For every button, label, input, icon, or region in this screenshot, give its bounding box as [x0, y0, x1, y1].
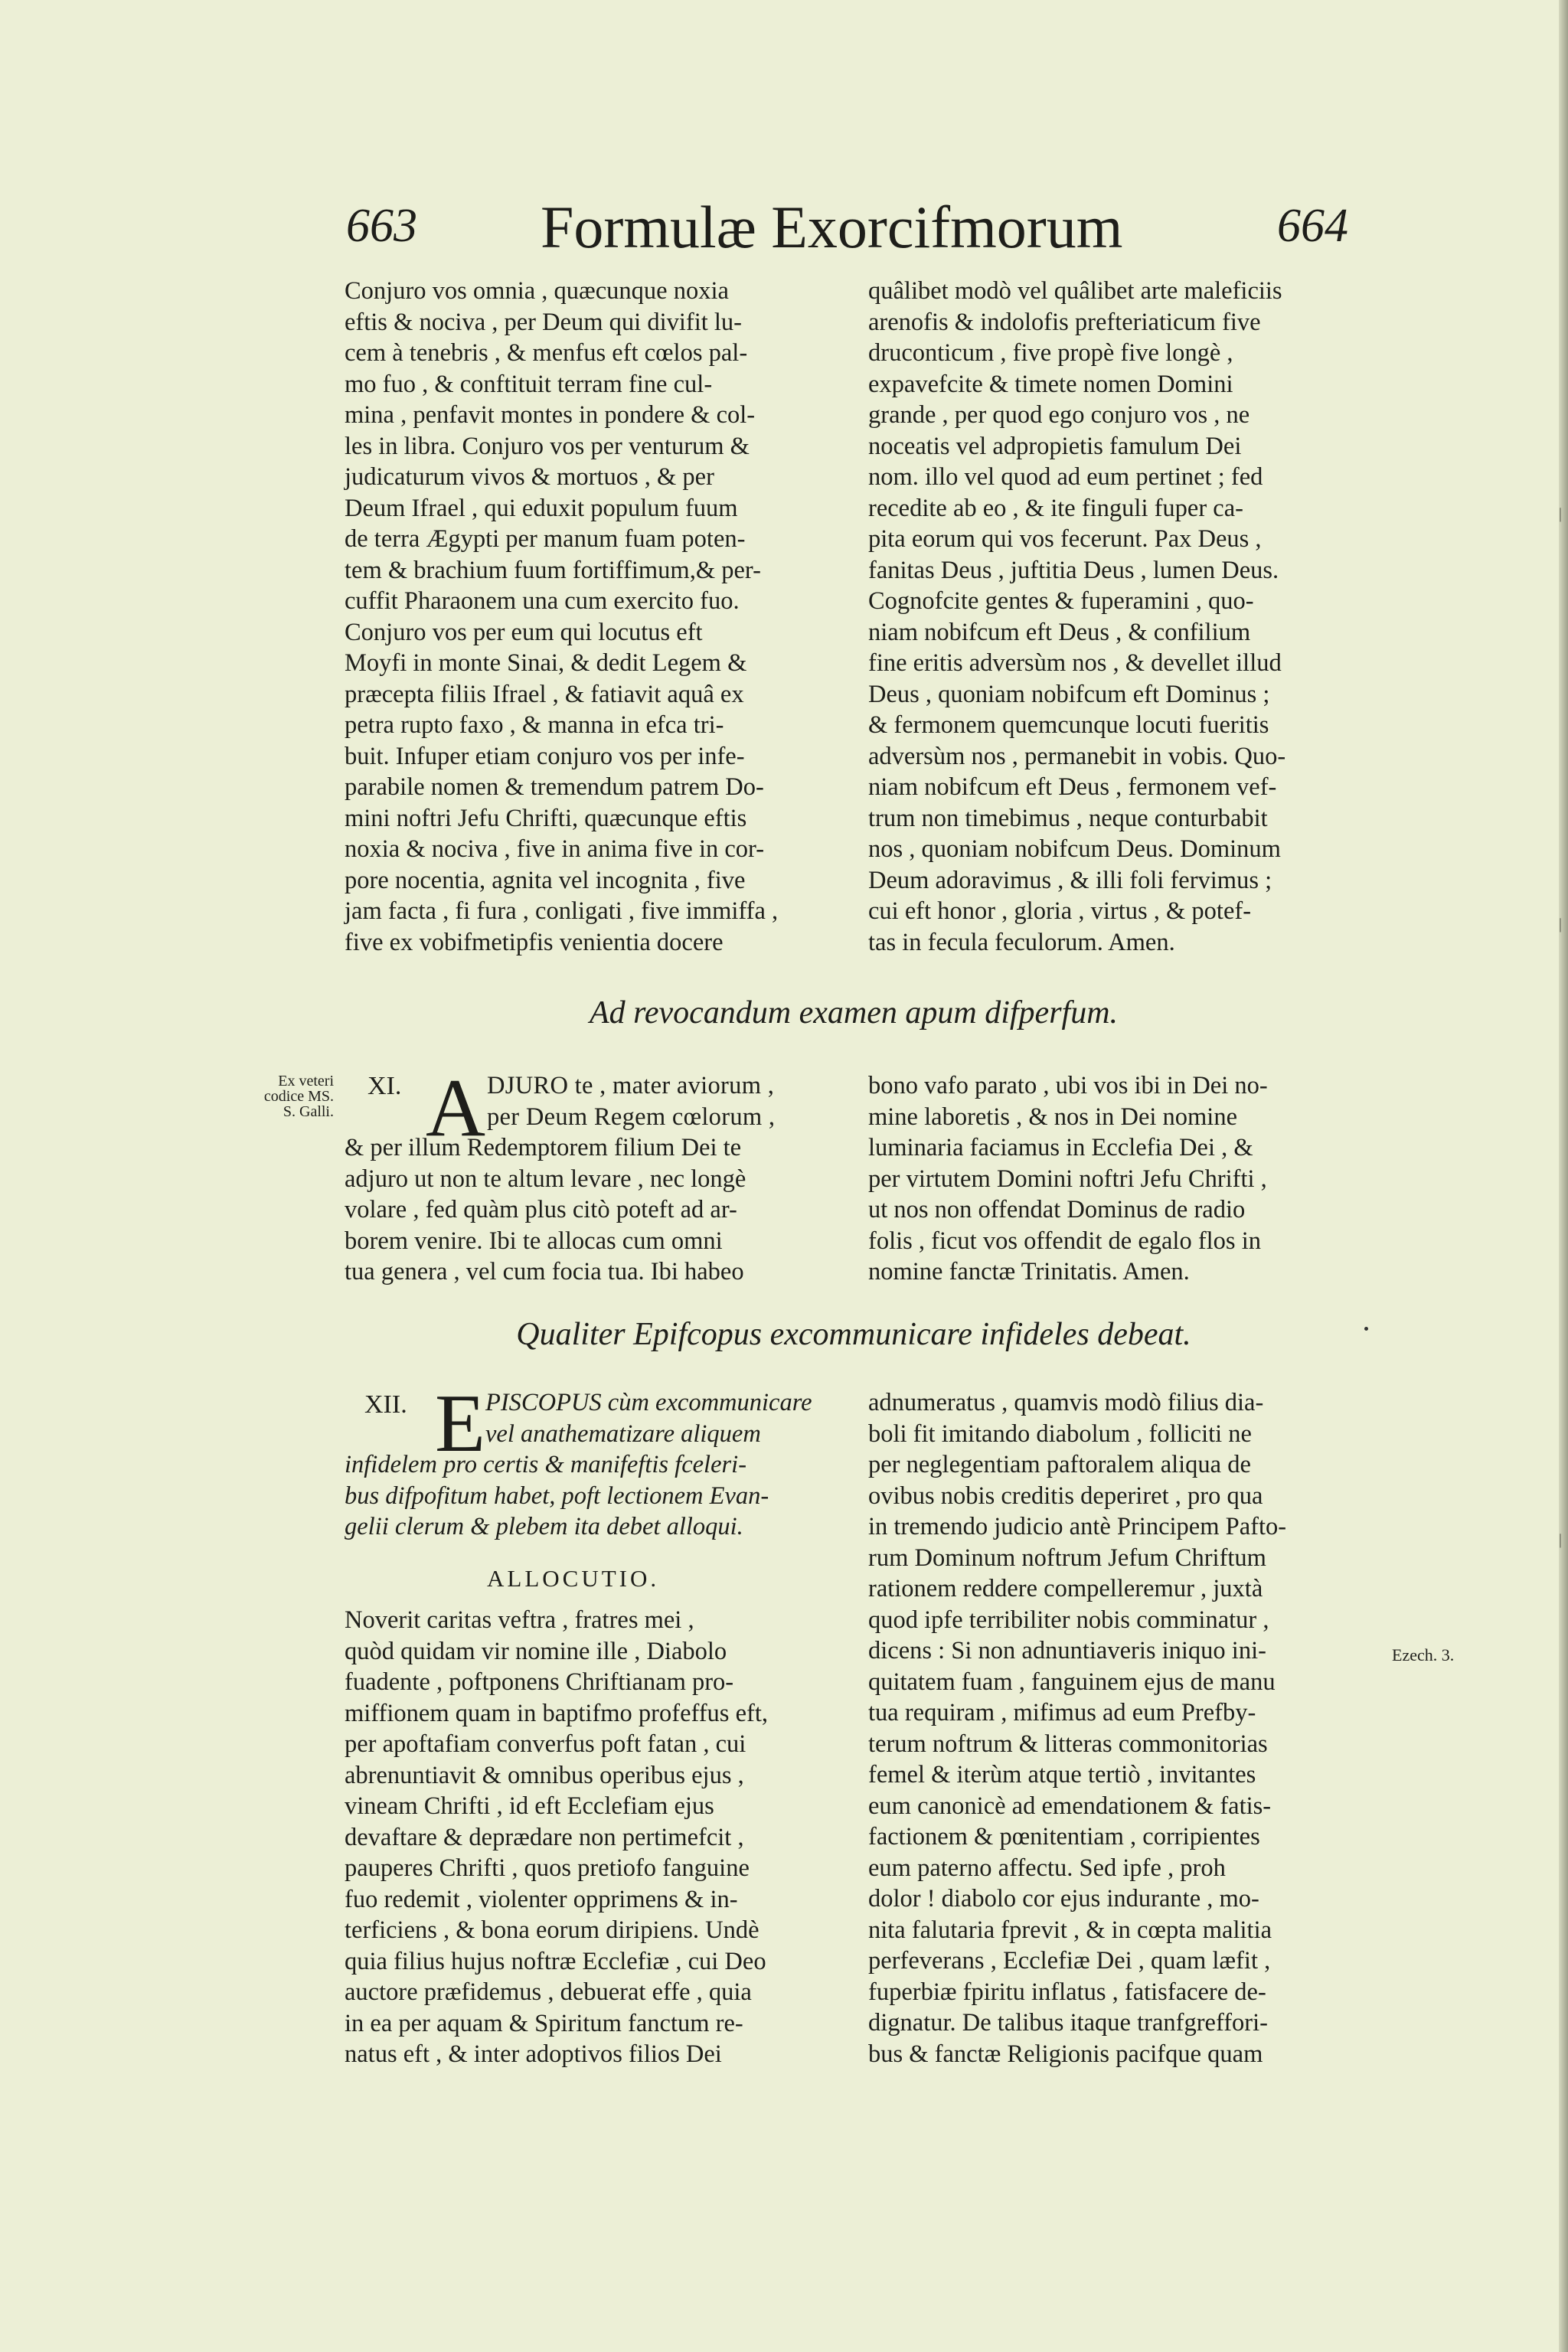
- text-line: nomine fanctæ Trinitatis. Amen.: [868, 1258, 1190, 1285]
- text-line: & fermonem quemcunque locuti fueritis: [868, 711, 1269, 739]
- text-line: niam nobifcum eft Deus , fermonem vef-: [868, 773, 1277, 801]
- text-line: fanitas Deus , juftitia Deus , lumen Deus.: [868, 556, 1279, 584]
- section-xi-numeral: XI.: [368, 1072, 402, 1100]
- text-line: ut nos non offendat Dominus de radio: [868, 1196, 1246, 1223]
- text-line: fine eritis adversùm nos , & devellet illud: [868, 649, 1282, 677]
- text-line: mine laboretis , & nos in Dei nomine: [868, 1102, 1238, 1131]
- page-number-left: 663: [346, 200, 417, 252]
- text-line: infidelem pro certis & manifeftis fceleri-: [345, 1451, 747, 1478]
- section-xi-opening: [487, 1070, 841, 1132]
- text-line: eftis & nociva , per Deum qui divifit lu-: [345, 308, 742, 336]
- text-line: eum paterno affectu. Sed ipfe , proh: [868, 1854, 1226, 1882]
- text-line: expavefcite & timete nomen Domini: [868, 370, 1233, 398]
- text-line: Deus , quoniam nobifcum eft Dominus ;: [868, 680, 1270, 708]
- text-line: cui eft honor , gloria , virtus , & potef-: [868, 897, 1252, 925]
- text-line: noceatis vel adpropietis famulum Dei: [868, 432, 1242, 460]
- text-line: natus eft , & inter adoptivos filios Dei: [345, 2040, 722, 2068]
- text-line: grande , per quod ego conjuro vos , ne: [868, 401, 1250, 429]
- text-line: Cognofcite gentes & fuperamini , quo-: [868, 587, 1254, 615]
- text-line: mo fuo , & conftituit terram fine cul-: [345, 370, 713, 398]
- section-xi-dropcap: A: [426, 1063, 485, 1154]
- text-line: folis , ficut vos offendit de egalo flos in: [868, 1227, 1261, 1255]
- text-line: quâlibet modò vel quâlibet arte maleficiis: [868, 277, 1282, 305]
- text-line: devaftare & deprædare non pertimefcit ,: [345, 1823, 744, 1851]
- text-line: tua requiram , mifimus ad eum Prefby-: [868, 1699, 1256, 1726]
- text-line: adnumeratus , quamvis modò filius dia-: [868, 1389, 1264, 1416]
- text-line: quòd quidam vir nomine ille , Diabolo: [345, 1637, 727, 1665]
- text-line: in ea per aquam & Spiritum fanctum re-: [345, 2009, 743, 2037]
- text-line: tas in fecula feculorum. Amen.: [868, 928, 1175, 956]
- text-line: Noverit caritas veftra , fratres mei ,: [345, 1606, 694, 1634]
- margin-note-line: Ex veteri: [278, 1073, 334, 1089]
- text-line: præcepta filiis Ifrael , & fatiavit aquâ ex: [345, 680, 744, 708]
- margin-note-line: codice MS.: [263, 1088, 334, 1105]
- section-xi-left-column: [345, 1132, 841, 1288]
- text-line: judicaturum vivos & mortuos , & per: [345, 463, 714, 491]
- text-line: per apoftafiam converfus poft fatan , cui: [345, 1730, 746, 1758]
- text-line: buit. Infuper etiam conjuro vos per infe-: [345, 742, 745, 770]
- text-line: factionem & pœnitentiam , corripientes: [868, 1823, 1260, 1851]
- block1-left-column: [345, 276, 841, 958]
- text-line: niam nobifcum eft Deus , & confilium: [868, 618, 1251, 646]
- text-line: nita falutaria fprevit , & in cœpta malitia: [868, 1916, 1272, 1944]
- text-line: bono vafo parato , ubi vos ibi in Dei no-: [868, 1072, 1268, 1099]
- text-line: vel anathematizare aliquem: [485, 1419, 761, 1448]
- section-xii-opening: [485, 1387, 841, 1449]
- text-line: perfeverans , Ecclefiæ Dei , quam læfit ,: [868, 1947, 1271, 1975]
- block1-right-column: [868, 276, 1363, 958]
- text-line: in tremendo judicio antè Principem Pafto-: [868, 1513, 1287, 1540]
- text-line: de terra Ægypti per manum fuam poten-: [345, 525, 746, 553]
- text-line: ovibus nobis creditis deperiret , pro qua: [868, 1481, 1263, 1510]
- text-line: Moyfi in monte Sinai, & dedit Legem &: [345, 649, 747, 677]
- text-line: quod ipfe terribiliter nobis comminatur ,: [868, 1606, 1269, 1634]
- text-line: dicens : Si non adnuntiaveris iniquo ini-: [868, 1637, 1266, 1664]
- text-line: dolor ! diabolo cor ejus indurante , mo-: [868, 1885, 1259, 1913]
- text-line: volare , fed quàm plus citò poteft ad ar-: [345, 1196, 737, 1223]
- text-line: PISCOPUS cùm excommunicare: [485, 1389, 812, 1416]
- text-line: arenofis & indolofis prefteriaticum five: [868, 308, 1261, 336]
- text-line: jam facta , fi fura , conligati , five immiffa ,: [345, 897, 779, 925]
- section-xii-numeral: XII.: [364, 1390, 407, 1419]
- text-line: mina , penfavit montes in pondere & col-: [345, 401, 756, 429]
- printer-mark-dot: [1364, 1327, 1368, 1331]
- margin-note-line: S. Galli.: [283, 1103, 334, 1120]
- text-line: terum noftrum & litteras commonitorias: [868, 1730, 1268, 1758]
- text-line: miffionem quam in baptifmo profeffus eft,: [345, 1699, 768, 1727]
- text-line: dignatur. De talibus itaque tranfgreffori-: [868, 2009, 1268, 2037]
- margin-reference-ezechiel: Ezech. 3.: [1392, 1645, 1455, 1664]
- text-line: tua genera , vel cum focia tua. Ibi habeo: [345, 1258, 744, 1285]
- text-line: nos , quoniam nobifcum Deus. Dominum: [868, 835, 1281, 863]
- text-line: pita eorum qui vos fecerunt. Pax Deus ,: [868, 525, 1262, 553]
- text-line: DJURO te , mater aviorum ,: [487, 1072, 775, 1099]
- text-line: nom. illo vel quod ad eum pertinet ; fed: [868, 463, 1263, 491]
- text-line: bus difpofitum habet, poft lectionem Evan-: [345, 1481, 769, 1510]
- text-line: terficiens , & bona eorum diripiens. Undè: [345, 1916, 760, 1944]
- text-line: per Deum Regem cœlorum ,: [487, 1102, 776, 1131]
- margin-note-source: [214, 1073, 334, 1119]
- text-line: Conjuro vos omnia , quæcunque noxia: [345, 277, 729, 305]
- text-line: pauperes Chrifti , quos pretiofo fanguine: [345, 1854, 750, 1882]
- facing-page-mark: |: [1559, 916, 1563, 933]
- facing-page-mark: |: [1559, 1531, 1563, 1548]
- text-line: parabile nomen & tremendum patrem Do-: [345, 773, 764, 801]
- text-line: auctore præfidemus , debuerat effe , quia: [345, 1978, 752, 2006]
- text-line: quia filius hujus noftræ Ecclefiæ , cui Deo: [345, 1947, 766, 1975]
- section-xii-rubric: [345, 1449, 841, 1543]
- text-line: femel & iterùm atque tertiò , invitantes: [868, 1761, 1256, 1788]
- text-line: eum canonicè ad emendationem & fatis-: [868, 1792, 1272, 1820]
- text-line: Conjuro vos per eum qui locutus eft: [345, 618, 703, 646]
- text-line: five ex vobifmetipfis venientia docere: [345, 928, 724, 956]
- section-xi-title: Ad revocandum examen apum difperfum.: [589, 995, 1119, 1031]
- text-line: cem à tenebris , & menfus eft cœlos pal-: [345, 339, 748, 367]
- text-line: abrenuntiavit & omnibus operibus ejus ,: [345, 1761, 744, 1789]
- text-line: tem & brachium fuum fortiffimum,& per-: [345, 556, 761, 584]
- text-line: Deum adoravimus , & illi foli fervimus ;: [868, 866, 1272, 894]
- text-line: boli fit imitando diabolum , folliciti ne: [868, 1419, 1252, 1448]
- text-line: cuffit Pharaonem una cum exercito fuo.: [345, 587, 740, 615]
- text-line: borem venire. Ibi te allocas cum omni: [345, 1227, 723, 1255]
- page-number-right: 664: [1277, 200, 1348, 252]
- section-xii-title: Qualiter Epifcopus excommunicare infideles debeat.: [516, 1317, 1191, 1352]
- text-line: trum non timebimus , neque conturbabit: [868, 804, 1268, 832]
- text-line: per virtutem Domini noftri Jefu Chrifti ,: [868, 1165, 1267, 1193]
- text-line: adjuro ut non te altum levare , nec longè: [345, 1165, 746, 1193]
- text-line: les in libra. Conjuro vos per venturum &: [345, 432, 750, 460]
- section-xii-dropcap: E: [435, 1378, 485, 1469]
- text-line: mini noftri Jefu Chrifti, quæcunque eftis: [345, 804, 747, 832]
- page-title: Formulæ Exorcifmorum: [541, 194, 1123, 260]
- next-page-edge: [1559, 0, 1568, 2352]
- text-line: luminaria faciamus in Ecclefia Dei , &: [868, 1134, 1253, 1161]
- text-line: fuadente , poftponens Chriftianam pro-: [345, 1668, 734, 1696]
- text-line: fuo redemit , violenter opprimens & in-: [345, 1885, 738, 1913]
- text-line: & per illum Redemptorem filium Dei te: [345, 1134, 742, 1161]
- text-line: gelii clerum & plebem ita debet alloqui.: [345, 1513, 743, 1540]
- facing-page-mark: |: [1559, 505, 1563, 522]
- section-xii-left-column: [345, 1605, 841, 2070]
- text-line: per neglegentiam paftoralem aliqua de: [868, 1451, 1251, 1478]
- text-line: vineam Chrifti , id eft Ecclefiam ejus: [345, 1792, 714, 1820]
- text-line: Deum Ifrael , qui eduxit populum fuum: [345, 494, 738, 522]
- allocutio-heading: ALLOCUTIO.: [487, 1565, 660, 1592]
- section-xi-right-column: [868, 1070, 1363, 1288]
- text-line: rationem reddere compelleremur , juxtà: [868, 1575, 1263, 1602]
- text-line: fuperbiæ fpiritu inflatus , fatisfacere de-: [868, 1978, 1266, 2006]
- section-xii-right-column: [868, 1387, 1363, 2069]
- text-line: noxia & nociva , five in anima five in cor-: [345, 835, 765, 863]
- text-line: adversùm nos , permanebit in vobis. Quo-: [868, 742, 1286, 770]
- text-line: quitatem fuam , fanguinem ejus de manu: [868, 1668, 1276, 1696]
- text-line: petra rupto faxo , & manna in efca tri-: [345, 711, 724, 739]
- text-line: druconticum , five propè five longè ,: [868, 339, 1233, 367]
- text-line: recedite ab eo , & ite finguli fuper ca-: [868, 494, 1243, 522]
- text-line: bus & fanctæ Religionis pacifque quam: [868, 2040, 1263, 2068]
- text-line: pore nocentia, agnita vel incognita , five: [345, 866, 746, 894]
- text-line: rum Dominum noftrum Jefum Chriftum: [868, 1544, 1266, 1572]
